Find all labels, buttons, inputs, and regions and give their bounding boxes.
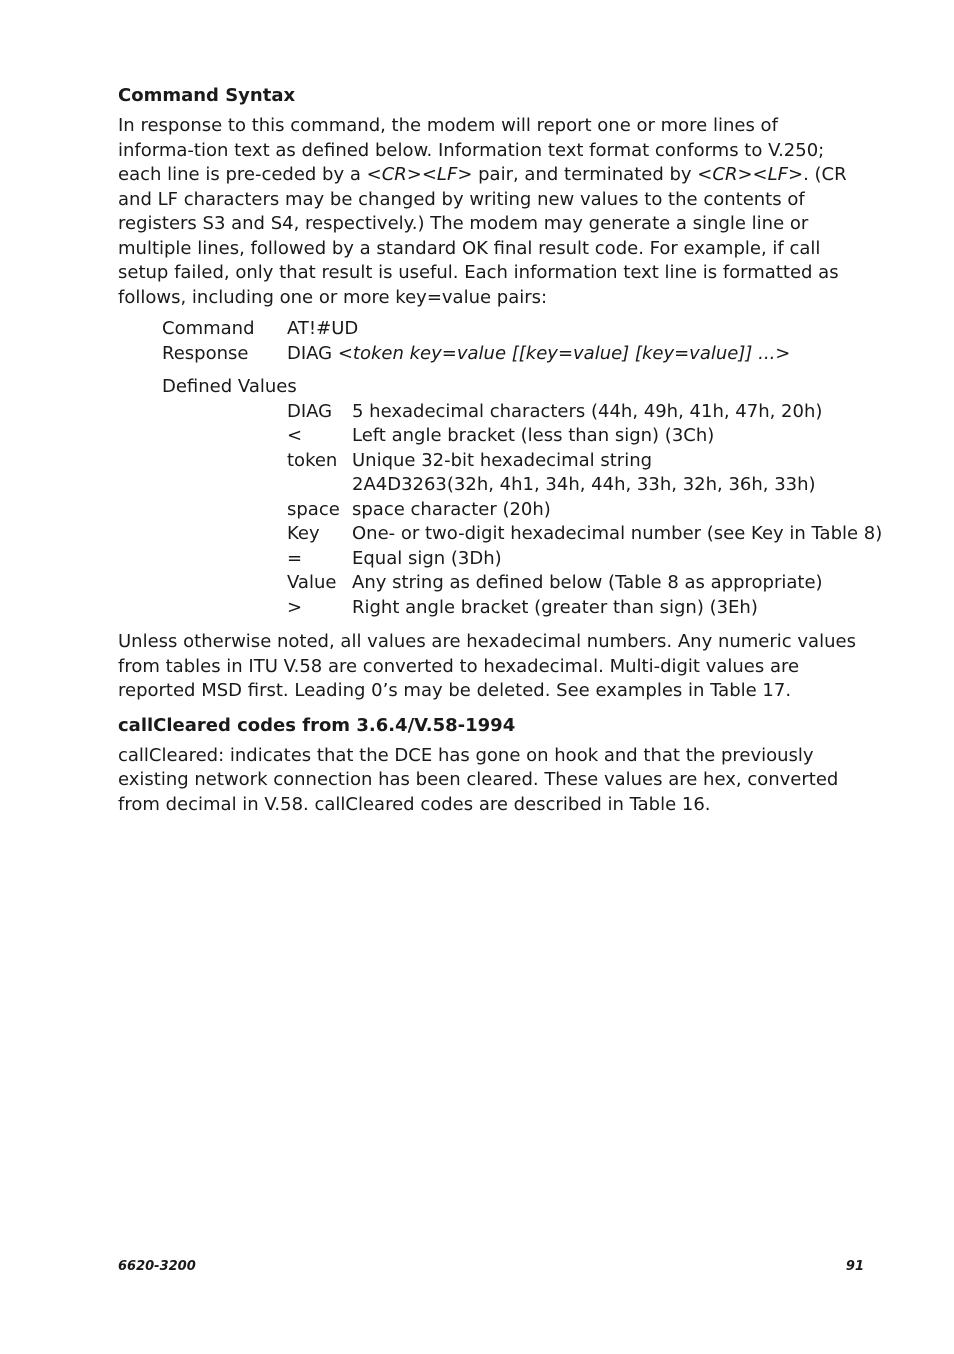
defined-values-label: Defined Values (162, 376, 297, 397)
response-row (162, 342, 856, 367)
defined-value-description: Any string as defined below (Table 8 as appropriate) (352, 572, 823, 593)
para-text-a: In response to this command, the modem will report one or more lines of informa-tion text as defined below. Information text format conforms to V.250; each line is pre-ceded by a (118, 115, 825, 185)
defined-value-key: space (287, 498, 340, 520)
defined-value-row (287, 449, 856, 474)
hex-note-paragraph: Unless otherwise noted, all values are hexadecimal numbers. Any numeric values from tables in ITU V.58 are converted to hexadecimal. Multi-digit values are reported MSD first. Leading 0’s may be deleted. See examples in Table 17. (118, 631, 856, 701)
defined-value-key: = (287, 547, 303, 569)
defined-values-list (287, 400, 883, 621)
defined-value-description: 5 hexadecimal characters (44h, 49h, 41h, 47h, 20h) (352, 400, 823, 422)
command-response-table (162, 317, 856, 366)
defined-value-key: > (287, 596, 303, 618)
defined-value-key (287, 473, 352, 498)
defined-value-key: < (287, 425, 303, 446)
response-format: <token key=value [[key=value] [key=value]] ...> (337, 342, 791, 364)
defined-value-row (287, 522, 883, 547)
defined-value-description: space character (20h) (352, 498, 551, 520)
response-prefix: DIAG (287, 342, 338, 364)
defined-value-key: token (287, 449, 338, 471)
defined-value-description: 2A4D3263(32h, 4h1, 34h, 44h, 33h, 32h, 36h, 33h) (352, 474, 816, 495)
document-body (118, 84, 883, 817)
defined-value-description: Left angle bracket (less than sign) (3Ch) (352, 425, 715, 446)
defined-value-description: Right angle bracket (greater than sign) (3Eh) (352, 596, 758, 618)
response-value (287, 342, 856, 367)
command-syntax-paragraph (118, 114, 856, 310)
cr-lf-token-1: <CR><LF> (366, 164, 473, 185)
defined-value-row (287, 571, 856, 596)
command-row (162, 317, 856, 342)
command-value: AT!#UD (287, 318, 359, 339)
defined-value-row (287, 424, 856, 449)
defined-value-description: Unique 32-bit hexadecimal string (352, 449, 653, 471)
para-text-b: pair, and terminated by (472, 164, 698, 185)
footer-page-number: 91 (845, 1259, 864, 1274)
section-heading-command-syntax: Command Syntax (118, 85, 296, 106)
defined-value-description: Equal sign (3Dh) (352, 547, 502, 569)
defined-value-row (287, 473, 856, 498)
defined-value-key: Value (287, 572, 337, 593)
defined-value-key: Key (287, 523, 320, 544)
page-footer (118, 1259, 864, 1274)
defined-value-row (287, 400, 856, 425)
defined-value-row (287, 547, 856, 572)
defined-value-row (287, 596, 856, 621)
section-heading-callcleared: callCleared codes from 3.6.4/V.58-1994 (118, 714, 516, 736)
para-text-c: . (CR and LF characters may be changed by writing new values to the contents of registers S3 and S4, respectively.) The modem may generate a single line or multiple lines, followed by a standard OK final result code. For example, if call setup failed, only that result is useful. Each information text line is formatted as follows, including one or more key=value pairs: (118, 164, 847, 308)
defined-value-description: One- or two-digit hexadecimal number (see Key in Table 8) (352, 523, 883, 544)
response-label: Response (162, 342, 249, 364)
defined-value-key: DIAG (287, 400, 333, 422)
callcleared-paragraph: callCleared: indicates that the DCE has gone on hook and that the previously existing network connection has been cleared. These values are hex, converted from decimal in V.58. callCleared codes are described in Table 16. (118, 744, 839, 815)
cr-lf-token-2: <CR><LF> (697, 164, 804, 185)
footer-doc-number: 6620-3200 (118, 1259, 196, 1274)
defined-value-row (287, 498, 856, 523)
command-label: Command (162, 318, 255, 339)
